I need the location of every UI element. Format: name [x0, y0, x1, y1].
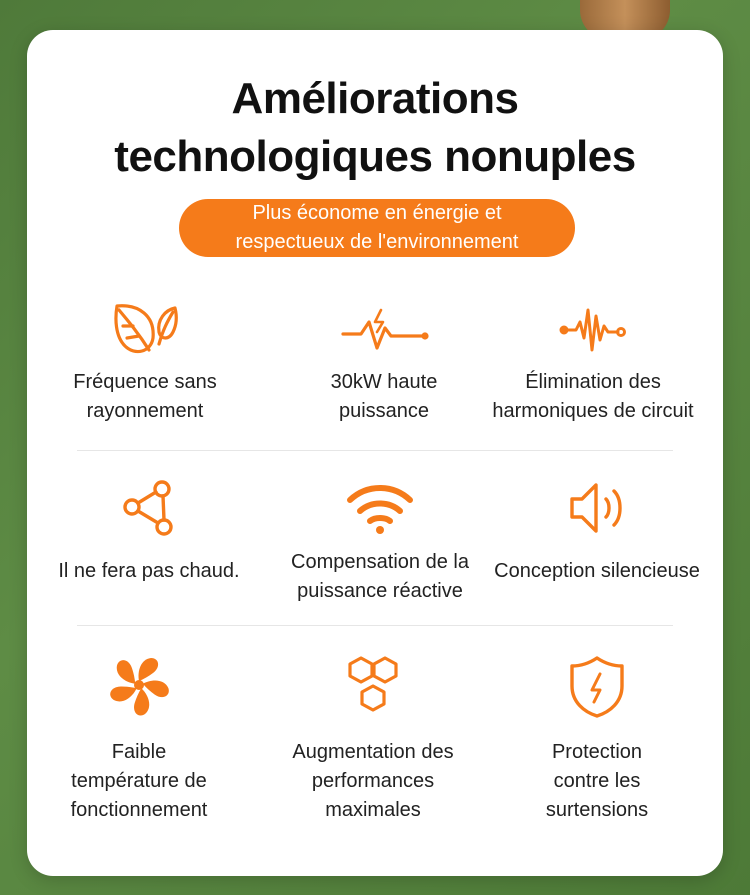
speaker-icon: [564, 477, 630, 539]
subtitle-badge: [179, 199, 575, 257]
feature-max-performance: [263, 654, 483, 825]
hexagons-icon: [341, 654, 405, 716]
shield-bolt-icon: [568, 654, 626, 720]
title-line-2: technologiques nonuples: [114, 132, 636, 181]
feature-label: Protection contre les surtensions: [545, 741, 649, 821]
feature-label: Augmentation des performances maximales: [292, 741, 454, 821]
fan-icon: [108, 654, 170, 716]
row-divider: [77, 625, 673, 626]
subtitle-line-2: respectueux de l'environnement: [235, 231, 519, 253]
feature-low-temperature: [29, 654, 249, 825]
feature-label: Conception silencieuse: [494, 560, 700, 582]
leaf-icon: [109, 298, 181, 358]
feature-reactive-compensation: [270, 480, 490, 606]
feature-harmonics: [483, 298, 703, 426]
feature-no-heat: [29, 477, 269, 586]
feature-label: Il ne fera pas chaud.: [58, 560, 240, 582]
features-card: [27, 30, 723, 876]
waveform-icon: [558, 298, 628, 358]
feature-silent-design: [487, 477, 707, 586]
feature-label: Faible température de fonctionnement: [70, 741, 208, 821]
feature-radiation-free: [35, 298, 255, 426]
share-nodes-icon: [118, 477, 180, 539]
power-wave-icon: [339, 298, 429, 358]
feature-surge-protection: [487, 654, 707, 825]
feature-label: 30kW haute puissance: [330, 371, 438, 422]
feature-label: Élimination des harmoniques de circuit: [492, 371, 694, 422]
row-divider: [77, 450, 673, 451]
subtitle-line-1: Plus économe en énergie et: [252, 202, 502, 224]
page-title: [27, 70, 723, 186]
feature-label: Compensation de la puissance réactive: [291, 551, 469, 602]
feature-label: Fréquence sans rayonnement: [73, 371, 217, 422]
wifi-icon: [345, 480, 415, 536]
feature-high-power: [274, 298, 494, 426]
title-line-1: Améliorations: [231, 74, 519, 123]
